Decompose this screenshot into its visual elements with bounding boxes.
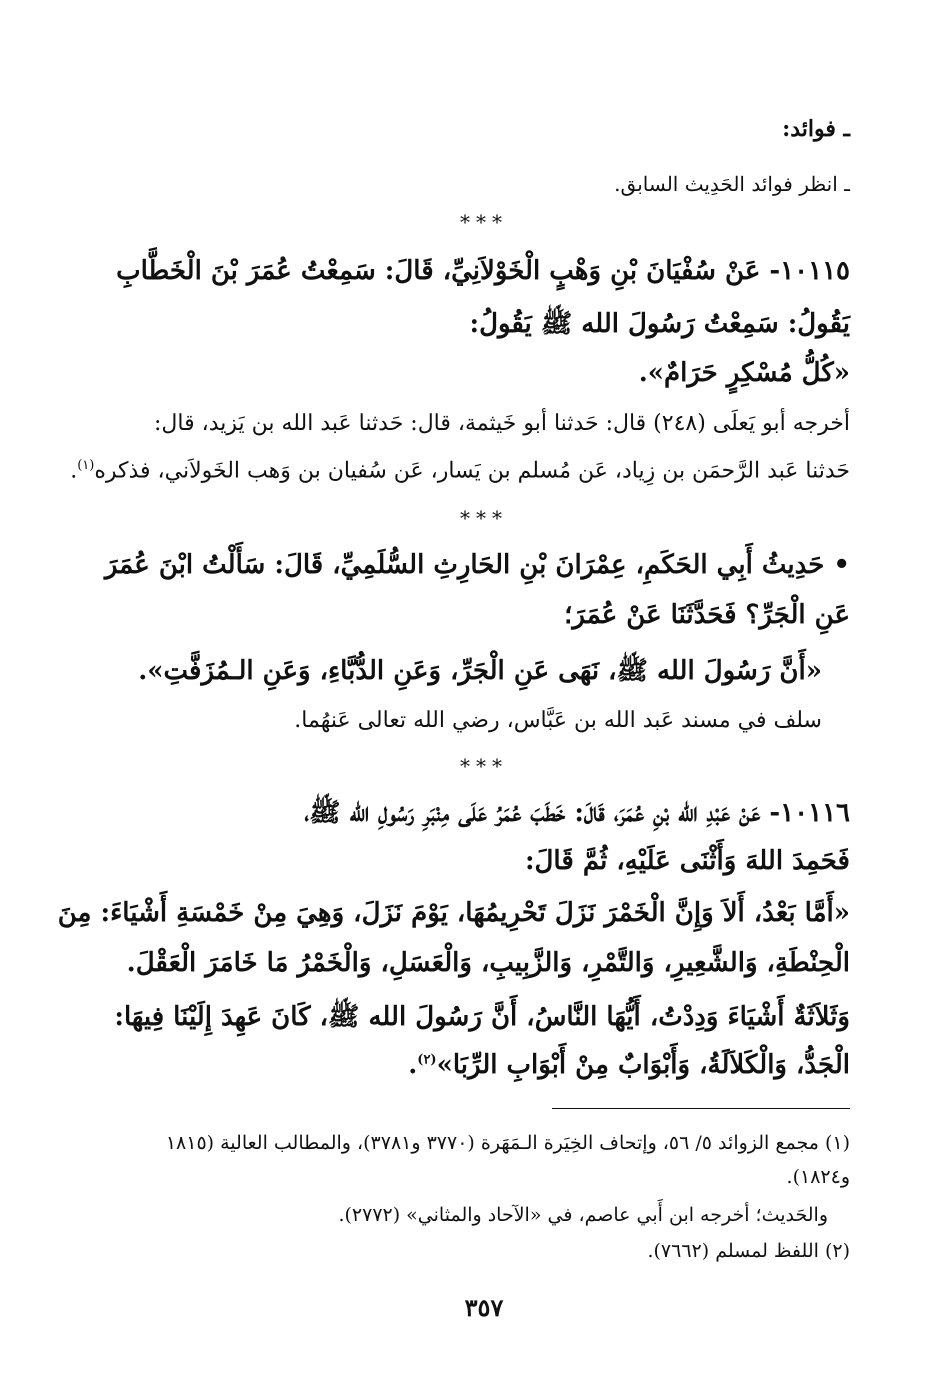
footnote-ref-1[interactable]: (١) xyxy=(77,458,95,473)
takhrij-10115-line2 xyxy=(70,458,850,484)
separator-1: *** xyxy=(460,210,508,234)
hadith-hakam-note: سلف في مسند عَبد الله بن عَبَّاس، رضي الله تعالى عَنهُما. xyxy=(294,708,822,733)
footnote-1-line2: و١٨٢٤). xyxy=(786,1166,850,1188)
hadith-10116-quote3: وَثَلاَثَةٌ أَشْيَاءَ وَدِدْتُ، أَيُّهَا النَّاسُ، أَنَّ رَسُولَ الله ﷺ، كَانَ عَهِدَ إِلَيْنَا فِيهَا: xyxy=(114,1002,850,1032)
section-title: ـ فوائد: xyxy=(782,116,850,142)
hadith-10116-line2: فَحَمِدَ اللهَ وَأَثْنَى عَلَيْهِ، ثُمَّ قَالَ: xyxy=(524,846,850,876)
takhrij-10115-text: حَدثنا عَبد الرَّحمَن بن زِياد، عَن مُسلم بن يَسار، عَن سُفيان بن وَهب الخَولاَني، فذكره xyxy=(94,458,850,484)
hadith-10116-quote4-text: الْجَدُّ، وَالْكَلاَلَةُ، وَأَبْوَابٌ مِنْ أَبْوَابِ الرِّبَا» xyxy=(436,1050,850,1080)
hadith-10116-quote4 xyxy=(118,1050,850,1080)
hadith-10116-line1: ١٠١١٦- عَنْ عَبْدِ الله بْنِ عُمَرَ، قَالَ: خَطَبَ عُمَرُ عَلَى مِنْبَرِ رَسُولِ الله ﷺ، xyxy=(304,798,850,828)
footnote-2: (٢) اللفظ لمسلم (٧٦٦٢). xyxy=(647,1240,850,1262)
footnote-1-line1: (١) مجمع الزوائد ٥/ ٥٦، وإتحاف الخِيَرة الـمَهَرة (٣٧٧٠ و٣٧٨١)، والمطالب العالية (١٨١٥ xyxy=(165,1132,850,1154)
book-page xyxy=(57,0,850,1386)
hadith-10115-line2: يَقُولُ: سَمِعْتُ رَسُولَ الله ﷺ يَقُولُ: xyxy=(469,309,850,339)
page-number: ٣٥٧ xyxy=(464,1293,504,1322)
footnote-1-line3: والحَديث؛ أخرجه ابن أَبي عاصم، في «الآحاد والمثاني» (٢٧٧٢). xyxy=(338,1204,828,1226)
hadith-hakam-line2: عَنِ الْجَرِّ؟ فَحَدَّثَنَا عَنْ عُمَرَ؛ xyxy=(564,600,850,630)
footnote-divider xyxy=(552,1108,850,1109)
hadith-hakam-line1: • حَدِيثُ أَبِي الحَكَمِ، عِمْرَانَ بْنِ الحَارِثِ السُّلَمِيِّ، قَالَ: سَأَلْتُ ابْنَ عُمَرَ xyxy=(104,550,850,580)
separator-3: *** xyxy=(460,754,508,778)
separator-2: *** xyxy=(460,506,508,530)
takhrij-10115-line1: أخرجه أبو يَعلَى (٢٤٨) قال: حَدثنا أبو خَيثمة، قال: حَدثنا عَبد الله بن يَزيد، قال: xyxy=(153,411,850,436)
footnote-ref-2[interactable]: (٢) xyxy=(417,1052,437,1068)
hadith-10116-quote2: الْحِنْطَةِ، وَالشَّعِيرِ، وَالتَّمْرِ، وَالزَّبِيبِ، وَالْعَسَلِ، وَالْخَمْرُ مَا خَامَرَ الْعَقْلَ. xyxy=(126,948,850,978)
takhrij-10115-end: . xyxy=(70,458,78,484)
section-note: ـ انظر فوائد الحَدِيث السابق. xyxy=(614,172,850,196)
hadith-10115-line1: ١٠١١٥- عَنْ سُفْيَانَ بْنِ وَهْبٍ الْخَوْلاَنِيِّ، قَالَ: سَمِعْتُ عُمَرَ بْنَ الْخَطَّابِ xyxy=(116,256,850,286)
hadith-10116-quote4-end: . xyxy=(408,1050,418,1080)
hadith-hakam-quote: «أَنَّ رَسُولَ الله ﷺ، نَهَى عَنِ الْجَرِّ، وَعَنِ الدُّبَّاءِ، وَعَنِ الـمُزَفَّتِ». xyxy=(138,656,822,686)
hadith-10116-quote1: «أَمَّا بَعْدُ، أَلاَ وَإِنَّ الْخَمْرَ نَزَلَ تَحْرِيمُهَا، يَوْمَ نَزَلَ، وَهِيَ مِنْ خَمْسَةِ أَشْيَاءَ: مِنَ xyxy=(57,898,850,928)
hadith-10115-quote: «كُلُّ مُسْكِرٍ حَرَامٌ». xyxy=(638,358,850,388)
